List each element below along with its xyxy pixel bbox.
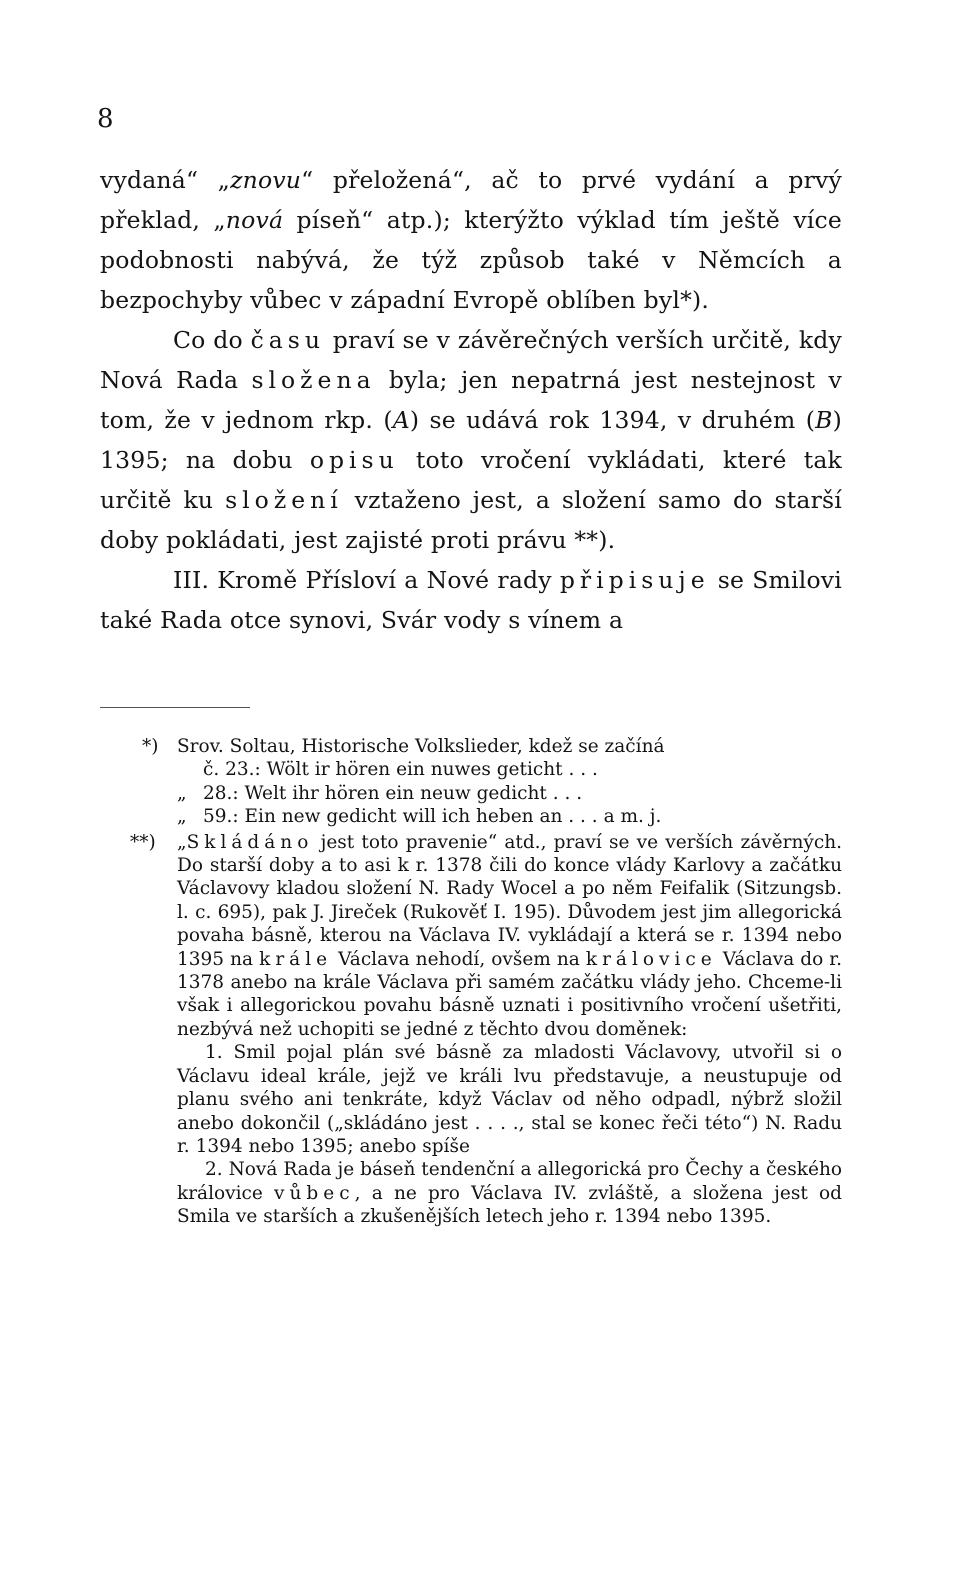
footnote-point-2: 2. Nová Rada je báseň tendenční a allegorická pro Čechy a českého královice vůbec, a ne pro Václava IV. zvláště, a složena jest od Smila ve starších a zkušenějších letech jeho r. 1394 nebo 1395. xyxy=(177,1159,842,1228)
footnote-point-1: 1. Smil pojal plán své básně za mladosti Václavovy, utvořil si o Václavu ideal krále, jejž ve králi lvu představuje, a neustupuje od planu svého ani tenkráte, když Václav od něho odpadl, nýbrž složil anebo dokončil („skládáno jest . . . ., stal se konec řeči této“) N. Radu r. 1394 nebo 1395; anebo spíše xyxy=(177,1042,842,1157)
footnote-marker: *) xyxy=(142,736,159,757)
paragraph-1: vydaná“ „znovu“ přeložená“, ač to prvé vydání a prvý překlad, „nová píseň“ atp.); kterýžto výklad tím ještě více podobnosti nabývá, že týž způsob také v Němcích a bezpochyby vůbec v západní Evropě oblíben byl*). xyxy=(100,166,842,314)
footnotes xyxy=(100,735,842,1229)
footnote-marker: **) xyxy=(130,831,156,853)
paragraph-3: III. Kromě Přísloví a Nové rady připisuje se Smilovi také Rada otce synovi, Svár vody s vínem a xyxy=(100,566,842,634)
footnote-separator xyxy=(100,707,250,708)
paragraph-2: Co do času praví se v závěrečných verších určitě, kdy Nová Rada složena byla; jen nepatrná jest nestejnost v tom, že v jednom rkp. (A) se udává rok 1394, v druhém (B) 1395; na dobu opisu toto vročení vykládati, které tak určitě ku složení vztaženo jest, a složení samo do starší doby pokládati, jest zajisté proti právu **). xyxy=(100,326,842,554)
main-text xyxy=(100,160,842,640)
page-number: 8 xyxy=(97,104,114,134)
footnote-2: **) „Skládáno jest toto pravenie“ atd., praví se ve verších závěrných. Do starší doby a to asi k r. 1378 čili do konce vlády Karlovy a začátku Václavovy kladou složení N. Rady Wocel a po něm Feifalik (Sitzungsb. l. c. 695), pak J. Jireček (Rukověť I. 195). Důvodem jest jim allegorická povaha básně, kterou na Václava IV. vykládají a která se r. 1394 nebo 1395 na krále Václava nehodí, ovšem na královice Václava do r. 1378 anebo na krále Václava při samém začátku vlády jeho. Chceme-li však i allegorickou povahu básně uznati i positivního vročení ušetřiti, nezbývá než uchopiti se jedné z těchto dvou doměnek: 1. Smil pojal plán své básně za mladosti Václavovy, utvořil si o Václavu ideal krále, jejž ve králi lvu představuje, a neustupuje od planu svého ani tenkráte, když Václav od něho odpadl, nýbrž složil anebo dokončil („skládáno jest . . . ., stal se konec řeči této“) N. Radu r. 1394 nebo 1395; anebo spíše 2. Nová Rada je báseň tendenční a allegorická pro Čechy a českého královice vůbec, a ne pro Václava IV. zvláště, a složena jest od Smila ve starších a zkušenějších letech jeho r. 1394 nebo 1395. xyxy=(130,831,842,1228)
footnote-1: *) Srov. Soltau, Historische Volkslieder, kdež se začíná č. 23.: Wölt ir hören ein nuwes geticht . . . „ 28.: Welt ihr hören ein neuw gedicht . . . „ 59.: Ein new gedicht will ich heben an . . . a m. j. xyxy=(142,736,665,828)
